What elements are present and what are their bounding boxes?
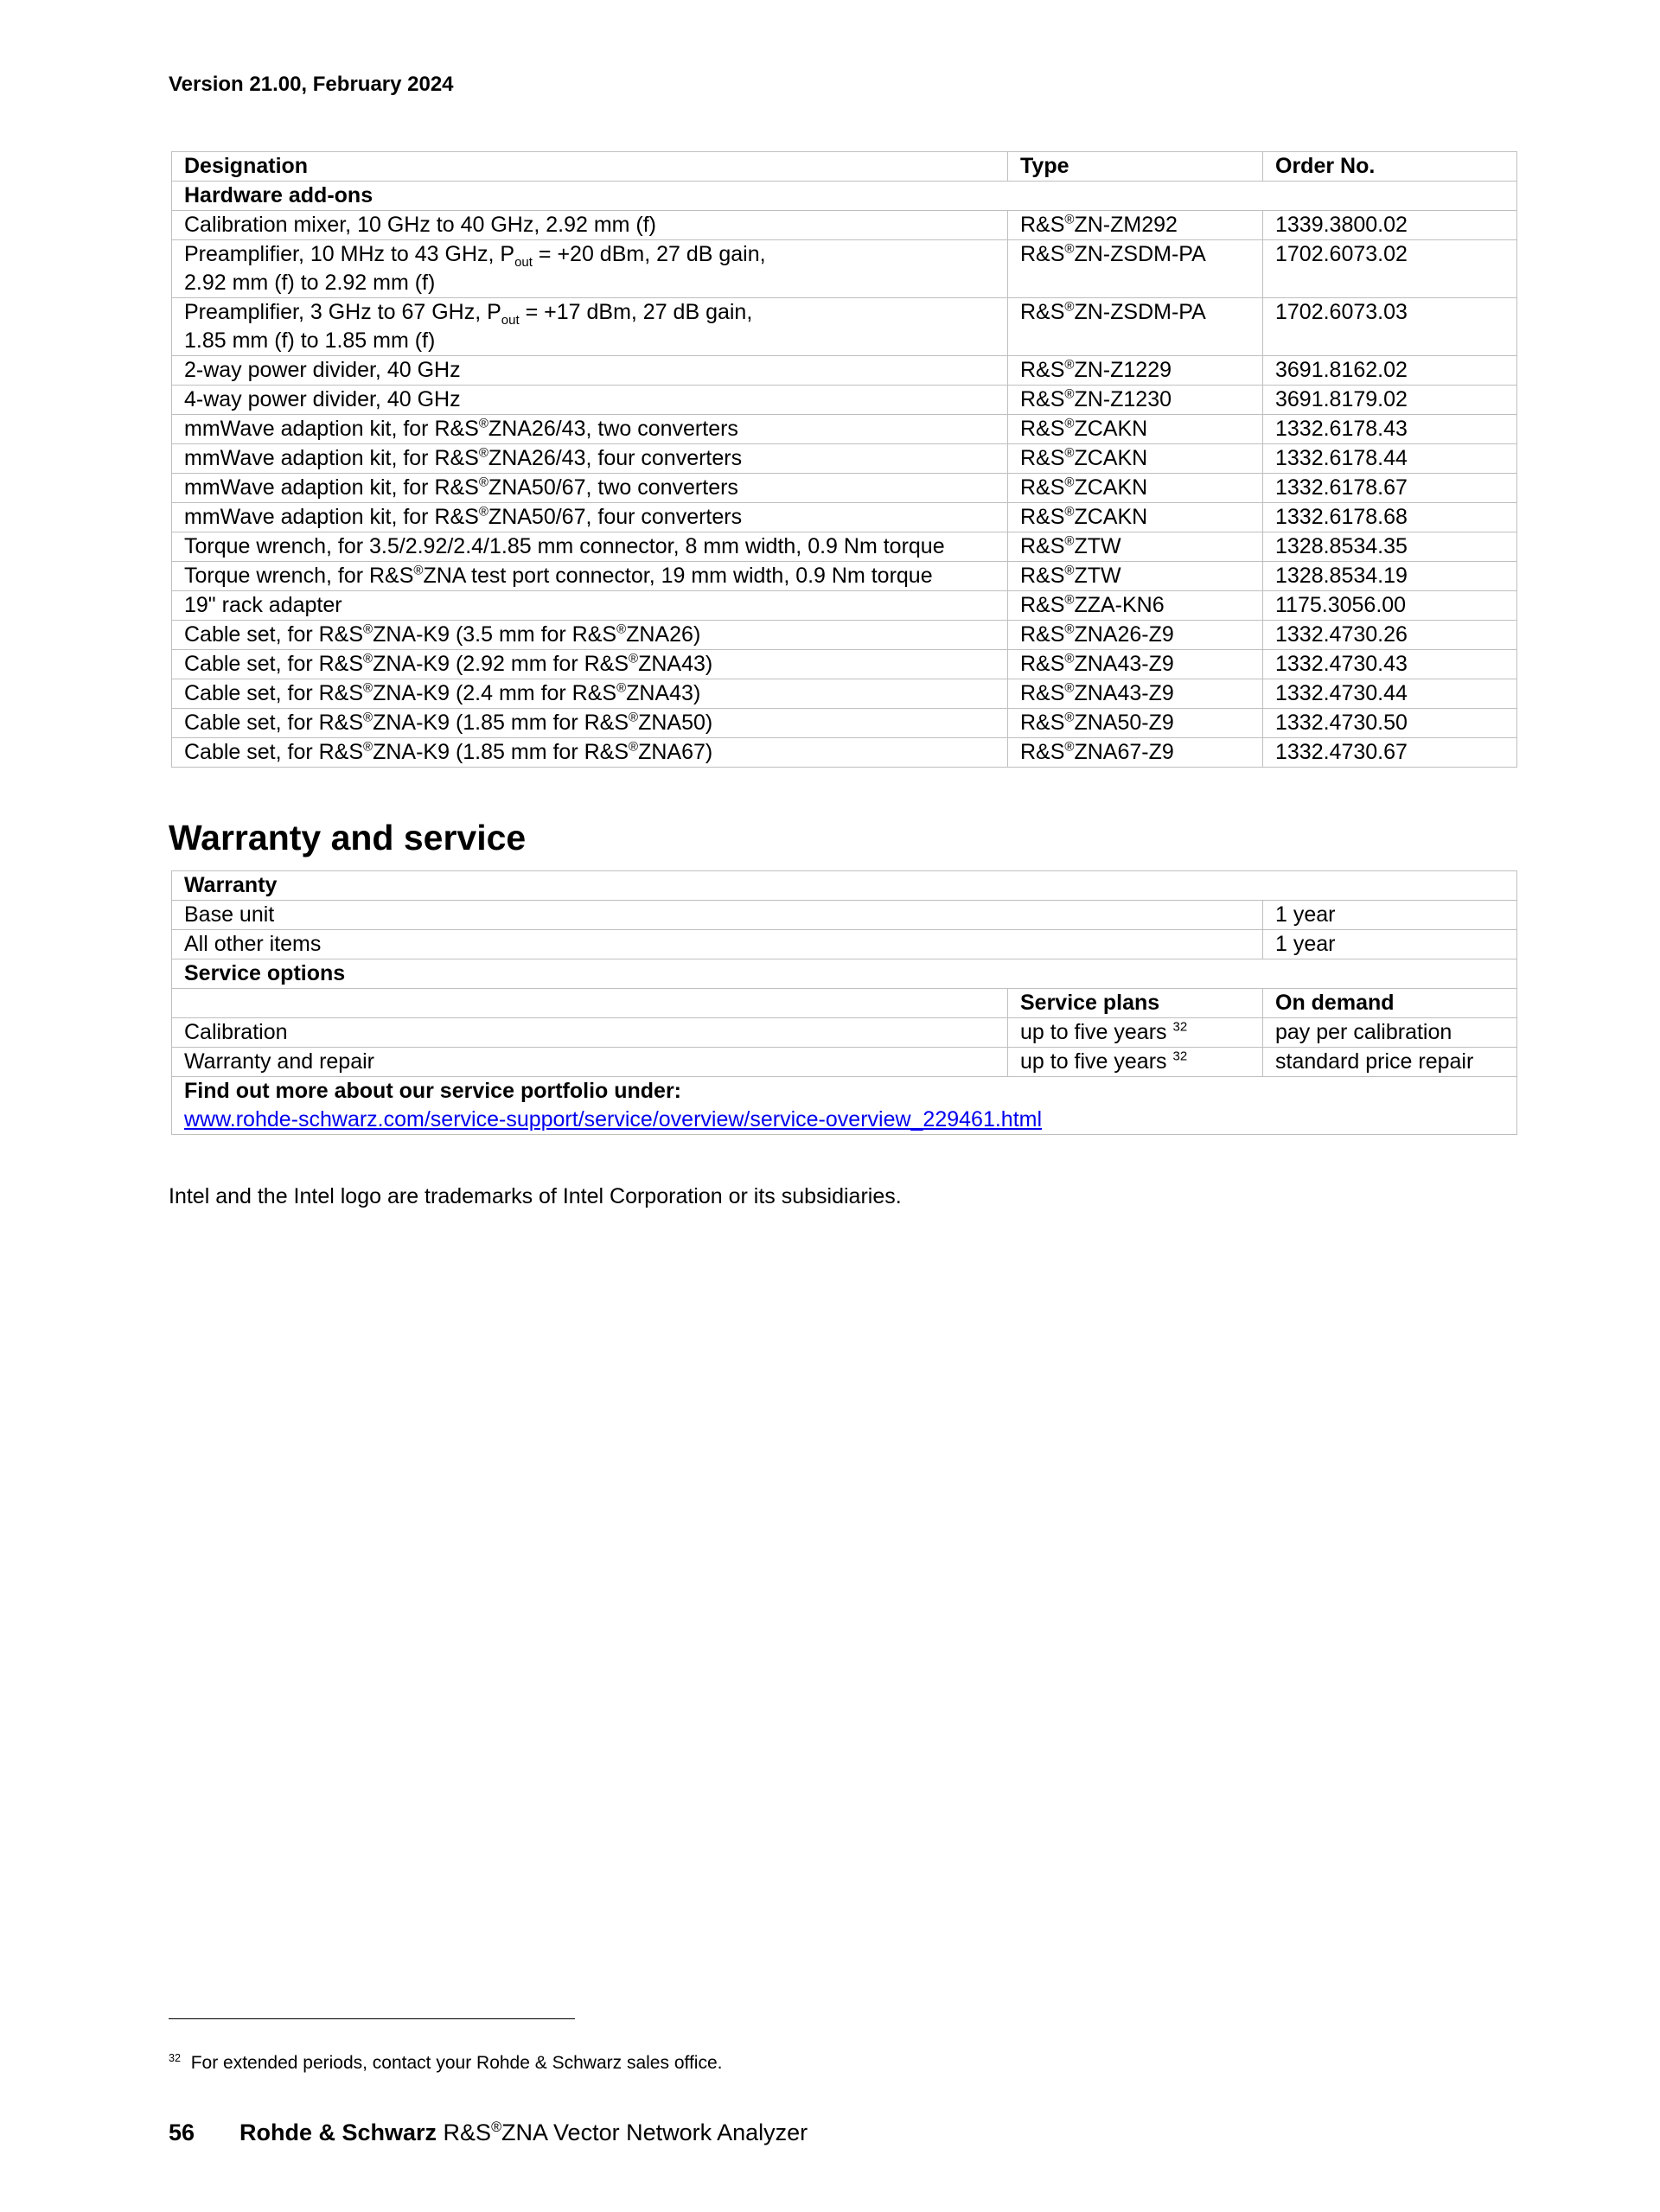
document-version: Version 21.00, February 2024 [169, 73, 454, 96]
type-cell [1008, 621, 1263, 650]
subscript-text: out [514, 255, 533, 270]
type-cell [1008, 444, 1263, 474]
designation-text: Cable set, for R&S [184, 681, 364, 705]
plan-text: up to five years [1020, 1049, 1167, 1074]
table-row [172, 415, 1517, 444]
registered-mark: ® [1064, 416, 1075, 431]
other-items-value: 1 year [1263, 930, 1517, 959]
type-prefix: R&S [1020, 711, 1065, 735]
designation-text: Preamplifier, 3 GHz to 67 GHz, P [184, 300, 501, 324]
designation-text: ZNA test port connector, 19 mm width, 0.9 Nm torque [423, 564, 933, 588]
order-number-cell: 1332.6178.67 [1263, 474, 1517, 503]
type-prefix: R&S [1020, 475, 1065, 500]
table-row [172, 1018, 1517, 1048]
type-prefix: R&S [1020, 505, 1065, 529]
designation-text: Cable set, for R&S [184, 711, 364, 735]
order-number-cell: 1332.6178.44 [1263, 444, 1517, 474]
table-row [172, 901, 1517, 930]
footer-product-name: ZNA Vector Network Analyzer [501, 2120, 808, 2145]
order-number-cell: 1175.3056.00 [1263, 591, 1517, 621]
order-number-cell: 1702.6073.03 [1263, 298, 1517, 356]
type-cell [1008, 240, 1263, 298]
order-number-cell: 1332.4730.26 [1263, 621, 1517, 650]
registered-mark: ® [629, 651, 639, 666]
designation-text: mmWave adaption kit, for R&S [184, 505, 479, 529]
footer-product-prefix: R&S [437, 2120, 492, 2145]
type-cell [1008, 738, 1263, 768]
designation-cell [172, 532, 1008, 562]
section-title-warranty: Warranty and service [169, 818, 527, 857]
registered-mark: ® [1064, 475, 1075, 490]
designation-cell [172, 591, 1008, 621]
type-cell [1008, 356, 1263, 386]
designation-text: 2.92 mm (f) to 2.92 mm (f) [184, 271, 436, 295]
designation-cell [172, 738, 1008, 768]
order-number-cell: 3691.8179.02 [1263, 386, 1517, 415]
type-cell [1008, 650, 1263, 679]
repair-plan [1008, 1048, 1263, 1077]
registered-mark: ® [1064, 299, 1075, 315]
registered-mark: ® [1064, 592, 1075, 608]
designation-cell [172, 240, 1008, 298]
designation-cell [172, 474, 1008, 503]
type-name: ZCAKN [1074, 505, 1148, 529]
find-out-more-text: Find out more about our service portfolio under: [184, 1079, 682, 1103]
service-portfolio-link[interactable]: www.rohde-schwarz.com/service-support/service/overview/service-overview_229461.html [184, 1107, 1043, 1131]
registered-mark: ® [1064, 739, 1075, 755]
designation-text: ZNA26) [626, 622, 701, 647]
type-cell [1008, 532, 1263, 562]
type-prefix: R&S [1020, 300, 1065, 324]
registered-mark: ® [363, 739, 374, 755]
registered-mark: ® [478, 504, 488, 520]
calibration-label: Calibration [172, 1018, 1008, 1048]
registered-mark: ® [413, 563, 424, 578]
registered-mark: ® [363, 622, 374, 637]
type-name: ZNA50-Z9 [1074, 711, 1174, 735]
registered-mark: ® [478, 475, 488, 490]
designation-text: ZNA50/67, four converters [488, 505, 743, 529]
registered-mark: ® [616, 622, 627, 637]
type-name: ZNA26-Z9 [1074, 622, 1174, 647]
designation-text: 4-way power divider, 40 GHz [184, 387, 461, 411]
type-prefix: R&S [1020, 358, 1065, 382]
type-prefix: R&S [1020, 681, 1065, 705]
table-row [172, 871, 1517, 901]
footnote-ref: 32 [1172, 1049, 1188, 1064]
designation-text: mmWave adaption kit, for R&S [184, 417, 479, 441]
type-prefix: R&S [1020, 564, 1065, 588]
table-row [172, 356, 1517, 386]
type-cell [1008, 415, 1263, 444]
designation-cell [172, 444, 1008, 474]
designation-text: 19" rack adapter [184, 593, 342, 617]
col-on-demand: On demand [1263, 989, 1517, 1018]
designation-text: ZNA50) [638, 711, 713, 735]
registered-mark: ® [1064, 357, 1075, 373]
designation-text: ZNA50/67, two converters [488, 475, 738, 500]
designation-text: Cable set, for R&S [184, 622, 364, 647]
registered-mark: ® [1064, 622, 1075, 637]
designation-cell [172, 650, 1008, 679]
page-number: 56 [169, 2120, 195, 2145]
type-cell [1008, 562, 1263, 591]
plan-text: up to five years [1020, 1020, 1167, 1044]
empty-cell [172, 989, 1008, 1018]
table-row [172, 444, 1517, 474]
type-prefix: R&S [1020, 446, 1065, 470]
designation-cell [172, 709, 1008, 738]
calibration-demand: pay per calibration [1263, 1018, 1517, 1048]
table-row [172, 621, 1517, 650]
footnote [169, 2053, 722, 2074]
order-number-cell: 1332.6178.43 [1263, 415, 1517, 444]
order-number-cell: 1328.8534.19 [1263, 562, 1517, 591]
type-prefix: R&S [1020, 593, 1065, 617]
table-row [172, 930, 1517, 959]
designation-text: ZNA26/43, four converters [488, 446, 743, 470]
designation-cell [172, 386, 1008, 415]
table-row [172, 211, 1517, 240]
type-name: ZTW [1074, 534, 1121, 558]
designation-text: ZNA-K9 (1.85 mm for R&S [373, 711, 629, 735]
calibration-plan [1008, 1018, 1263, 1048]
registered-mark: ® [1064, 445, 1075, 461]
designation-text: Cable set, for R&S [184, 652, 364, 676]
designation-text: Torque wrench, for R&S [184, 564, 414, 588]
order-number-cell: 1332.4730.43 [1263, 650, 1517, 679]
type-prefix: R&S [1020, 242, 1065, 266]
type-name: ZNA43-Z9 [1074, 652, 1174, 676]
designation-cell [172, 415, 1008, 444]
order-table-header [172, 152, 1517, 182]
registered-mark: ® [1064, 386, 1075, 402]
service-portfolio-cell [172, 1077, 1517, 1135]
type-prefix: R&S [1020, 622, 1065, 647]
page-footer [169, 2120, 808, 2146]
designation-text: Torque wrench, for 3.5/2.92/2.4/1.85 mm connector, 8 mm width, 0.9 Nm torque [184, 534, 945, 558]
table-row [172, 959, 1517, 989]
type-name: ZCAKN [1074, 417, 1148, 441]
type-name: ZN-ZSDM-PA [1074, 300, 1206, 324]
table-row [172, 474, 1517, 503]
table-row [172, 298, 1517, 356]
registered-mark: ® [1064, 680, 1075, 696]
repair-demand: standard price repair [1263, 1048, 1517, 1077]
designation-text: ZNA26/43, two converters [488, 417, 738, 441]
type-name: ZCAKN [1074, 446, 1148, 470]
type-name: ZN-ZM292 [1074, 213, 1178, 237]
col-designation: Designation [172, 152, 1008, 182]
type-cell [1008, 211, 1263, 240]
type-prefix: R&S [1020, 740, 1065, 764]
registered-mark: ® [363, 680, 374, 696]
col-type: Type [1008, 152, 1263, 182]
order-number-cell: 1332.6178.68 [1263, 503, 1517, 532]
designation-text: Calibration mixer, 10 GHz to 40 GHz, 2.92 mm (f) [184, 213, 657, 237]
registered-mark: ® [629, 710, 639, 725]
order-number-cell: 1328.8534.35 [1263, 532, 1517, 562]
registered-mark: ® [478, 416, 488, 431]
registered-mark: ® [478, 445, 488, 461]
table-row [172, 989, 1517, 1018]
type-name: ZNA43-Z9 [1074, 681, 1174, 705]
registered-mark: ® [1064, 504, 1075, 520]
designation-cell [172, 211, 1008, 240]
order-number-cell: 1702.6073.02 [1263, 240, 1517, 298]
registered-mark: ® [629, 739, 639, 755]
designation-cell [172, 298, 1008, 356]
footer-brand: Rohde & Schwarz [239, 2120, 437, 2145]
type-prefix: R&S [1020, 387, 1065, 411]
type-cell [1008, 503, 1263, 532]
table-row [172, 240, 1517, 298]
base-unit-label: Base unit [172, 901, 1263, 930]
registered-mark: ® [363, 710, 374, 725]
footnote-ref: 32 [1172, 1019, 1188, 1035]
type-name: ZN-Z1229 [1074, 358, 1172, 382]
registered-mark: ® [1064, 212, 1075, 227]
designation-cell [172, 621, 1008, 650]
subscript-text: out [501, 313, 520, 328]
order-number-cell: 1332.4730.44 [1263, 679, 1517, 709]
base-unit-value: 1 year [1263, 901, 1517, 930]
col-order-no: Order No. [1263, 152, 1517, 182]
designation-cell [172, 503, 1008, 532]
type-name: ZN-ZSDM-PA [1074, 242, 1206, 266]
table-row [172, 1048, 1517, 1077]
order-number-cell: 3691.8162.02 [1263, 356, 1517, 386]
type-name: ZZA-KN6 [1074, 593, 1165, 617]
order-number-cell: 1332.4730.50 [1263, 709, 1517, 738]
footnote-divider [169, 2018, 575, 2019]
group-row [172, 182, 1517, 211]
designation-text: ZNA67) [638, 740, 713, 764]
table-row [172, 386, 1517, 415]
other-items-label: All other items [172, 930, 1263, 959]
table-row [172, 562, 1517, 591]
type-cell [1008, 386, 1263, 415]
designation-text: ZNA43) [626, 681, 701, 705]
order-table [171, 151, 1517, 768]
designation-text: = +20 dBm, 27 dB gain, [532, 242, 766, 266]
group-hardware-addons: Hardware add-ons [172, 182, 1517, 211]
type-prefix: R&S [1020, 213, 1065, 237]
registered-mark: ® [616, 680, 627, 696]
registered-mark: ® [1064, 533, 1075, 549]
type-cell [1008, 679, 1263, 709]
designation-text: Preamplifier, 10 MHz to 43 GHz, P [184, 242, 515, 266]
designation-text: mmWave adaption kit, for R&S [184, 446, 479, 470]
type-prefix: R&S [1020, 652, 1065, 676]
designation-cell [172, 562, 1008, 591]
warranty-header: Warranty [172, 871, 1517, 901]
type-prefix: R&S [1020, 534, 1065, 558]
trademark-note: Intel and the Intel logo are trademarks of Intel Corporation or its subsidiaries. [169, 1184, 902, 1208]
table-row [172, 679, 1517, 709]
repair-label: Warranty and repair [172, 1048, 1008, 1077]
table-row [172, 650, 1517, 679]
type-name: ZCAKN [1074, 475, 1148, 500]
table-row [172, 1077, 1517, 1135]
registered-mark: ® [363, 651, 374, 666]
designation-text: ZNA-K9 (3.5 mm for R&S [373, 622, 617, 647]
col-service-plans: Service plans [1008, 989, 1263, 1018]
designation-text: 1.85 mm (f) to 1.85 mm (f) [184, 328, 436, 353]
order-number-cell: 1339.3800.02 [1263, 211, 1517, 240]
designation-text: ZNA43) [638, 652, 713, 676]
type-cell [1008, 709, 1263, 738]
order-number-cell: 1332.4730.67 [1263, 738, 1517, 768]
table-row [172, 503, 1517, 532]
registered-mark: ® [1064, 710, 1075, 725]
registered-mark: ® [1064, 651, 1075, 666]
footnote-number: 32 [169, 2052, 182, 2064]
type-cell [1008, 591, 1263, 621]
designation-text: ZNA-K9 (2.92 mm for R&S [373, 652, 629, 676]
designation-cell [172, 356, 1008, 386]
registered-mark: ® [491, 2120, 502, 2135]
registered-mark: ® [1064, 563, 1075, 578]
designation-text: = +17 dBm, 27 dB gain, [519, 300, 753, 324]
table-row [172, 738, 1517, 768]
service-options-header: Service options [172, 959, 1517, 989]
footnote-text: For extended periods, contact your Rohde & Schwarz sales office. [190, 2053, 723, 2073]
registered-mark: ® [1064, 241, 1075, 257]
type-cell [1008, 298, 1263, 356]
table-row [172, 591, 1517, 621]
type-name: ZN-Z1230 [1074, 387, 1172, 411]
type-cell [1008, 474, 1263, 503]
designation-text: mmWave adaption kit, for R&S [184, 475, 479, 500]
designation-text: 2-way power divider, 40 GHz [184, 358, 461, 382]
designation-text: ZNA-K9 (2.4 mm for R&S [373, 681, 617, 705]
table-row [172, 532, 1517, 562]
designation-cell [172, 679, 1008, 709]
type-name: ZNA67-Z9 [1074, 740, 1174, 764]
designation-text: ZNA-K9 (1.85 mm for R&S [373, 740, 629, 764]
table-row [172, 709, 1517, 738]
type-name: ZTW [1074, 564, 1121, 588]
warranty-table [171, 870, 1517, 1135]
type-prefix: R&S [1020, 417, 1065, 441]
designation-text: Cable set, for R&S [184, 740, 364, 764]
